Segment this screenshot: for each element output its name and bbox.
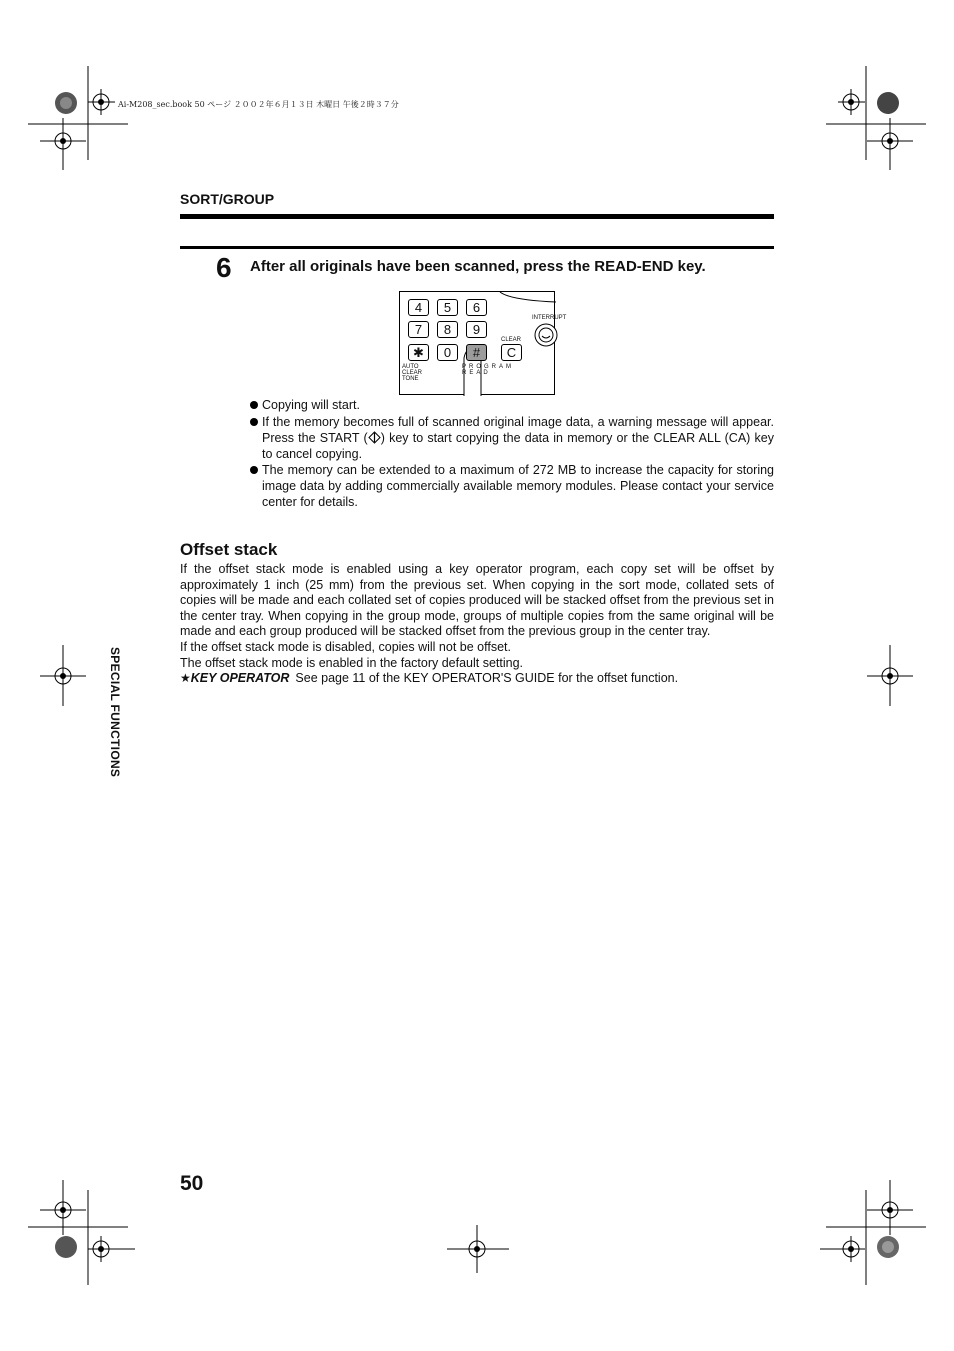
star-icon: ★: [180, 671, 191, 686]
key-8: 8: [437, 321, 458, 338]
key-7: 7: [408, 321, 429, 338]
side-tab-label: SPECIAL FUNCTIONS: [108, 647, 122, 778]
note-memory-full: [250, 414, 774, 462]
offset-stack-body: [180, 562, 774, 687]
key-5: 5: [437, 299, 458, 316]
note-text-part1: If the memory becomes full of scanned original image data, a warning message will appear. Press the START (: [262, 415, 774, 445]
offset-disabled-note: If the offset stack mode is disabled, copies will not be offset.: [180, 639, 511, 654]
header-rule: [180, 214, 774, 219]
auto-clear-tone-label: AUTO CLEAR TONE: [402, 364, 423, 382]
page-number: 50: [180, 1172, 204, 1195]
key-operator-label: KEY OPERATOR: [190, 671, 290, 686]
interrupt-label: INTERRUPT: [532, 315, 567, 321]
step-rule: [180, 246, 774, 249]
program-read-label: PROGRAM READ: [462, 364, 515, 376]
key-0: 0: [437, 344, 458, 361]
note-copying-start: [250, 397, 774, 413]
bullet-icon: [250, 418, 258, 426]
step-instruction: After all originals have been scanned, press the READ-END key.: [250, 258, 706, 275]
key-asterisk: ✱: [408, 344, 429, 361]
key-4: 4: [408, 299, 429, 316]
bullet-icon: [250, 401, 258, 409]
offset-stack-title: Offset stack: [180, 540, 278, 559]
start-key-icon: [368, 431, 381, 444]
note-text: Copying will start.: [262, 398, 360, 412]
section-label: SORT/GROUP: [180, 191, 275, 207]
print-header-info: Ai-M208_sec.book 50 ページ ２００２年６月１３日 木曜日 午後２時３７分: [118, 100, 399, 109]
offset-default-note: The offset stack mode is enabled in the factory default setting.: [180, 655, 524, 670]
keypad-illustration: [399, 291, 567, 395]
key-clear: C: [501, 344, 522, 361]
clear-label: CLEAR: [501, 337, 522, 343]
bullet-icon: [250, 466, 258, 474]
step-number: 6: [216, 252, 232, 283]
key-read-end: #: [466, 344, 487, 361]
offset-stack-paragraph: If the offset stack mode is enabled using a key operator program, each copy set will be offset by approximately 1 inch (25 mm) from the previous set. When copying in the sort mode, collated sets of copies will be made and each collated set of copies produced will be stacked offset from the previous set in the center tray. When copying in the group mode, groups of multiple copies from the same original will be made and each group produced will be stacked offset from the previous group in the center tray.: [180, 562, 774, 639]
note-text-part2: ) key to start copying the data in memory or the CLEAR ALL (CA) key to cancel copying.: [262, 431, 774, 461]
key-operator-text: See page 11 of the KEY OPERATOR'S GUIDE for the offset function.: [295, 671, 679, 686]
key-6: 6: [466, 299, 487, 316]
key-operator-note: [180, 671, 774, 687]
note-memory-extend: [250, 462, 774, 510]
key-9: 9: [466, 321, 487, 338]
step-notes: [250, 397, 774, 510]
note-text: The memory can be extended to a maximum of 272 MB to increase the capacity for storing image data by adding commercially available memory modules. Please contact your service center for details.: [262, 463, 774, 509]
